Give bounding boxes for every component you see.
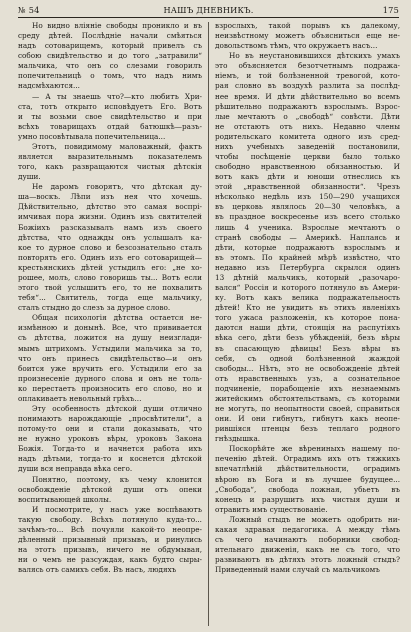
text-line: нее время. И дѣти дѣйствительно во всемъ: [215, 91, 400, 101]
text-line: не нужно уроковъ вѣры, уроковъ Закона: [18, 434, 202, 444]
text-line: свободы... Нѣтъ, это не освобожденіе дѣтей: [215, 363, 400, 373]
text-line: Поскорѣйте же вѣрениныхъ нашему по-: [229, 444, 400, 454]
issue-number: № 54: [18, 5, 40, 15]
text-line: среду дѣтей. Послѣдніе начали смѣяться: [18, 31, 202, 41]
text-line: ку. Вотъ какъ велика подражательность: [215, 293, 400, 303]
text-line: надъ сотоварищемъ, который привелъ съ: [18, 41, 202, 51]
text-line: дѣтей! Кто не увидитъ въ этихъ явленіяхъ: [215, 303, 400, 313]
text-line: родительскаго комитета одного изъ сред-: [215, 131, 400, 141]
text-line: надсмѣхаются...: [18, 81, 80, 91]
text-line: Не даромъ говорятъ, что дѣтская ду-: [32, 182, 202, 192]
text-line: лишь 4 ученика. Взрослые мечтаютъ о: [215, 222, 400, 232]
text-line: того, какъ развращаются чистыя дѣтскія: [18, 162, 202, 172]
text-line: въ спасающую дѣвицы! Безъ вѣры въ: [215, 343, 400, 353]
text-line: даются наши дѣти, стоящія на распутіяхъ: [215, 323, 400, 333]
text-line: ко перестаетъ произносить его слово, но и: [18, 383, 202, 393]
text-line: рившіяся птенцы безъ теплаго родного: [215, 424, 400, 434]
text-line: чтобы посѣщеніе церкви было только: [215, 152, 400, 162]
text-line: нихъ учебныхъ заведеній постановили,: [215, 141, 400, 151]
text-line: довольствомъ тѣмъ, что окружаетъ насъ...: [215, 41, 378, 51]
text-line: лые мечтаютъ о „свободѣ“ совѣсти. Дѣти: [215, 111, 400, 121]
text-line: въ церковь являлось 20—30 человѣкъ, а: [215, 202, 400, 212]
text-line: надъ дѣтьми, тогда-то и коснется дѣтской: [18, 454, 202, 464]
text-line: отравитъ имъ существованіе.: [215, 504, 328, 514]
text-line: воспитывающей школы.: [18, 494, 112, 504]
column-divider: [208, 22, 209, 626]
text-line: кое то дурное слово и безсознательно сталъ: [18, 242, 202, 252]
text-line: конецъ и разрушитъ ихъ чистыя души и: [215, 494, 400, 504]
text-line: впечатлѣній дѣйствительности, оградимъ: [215, 464, 400, 474]
text-line: сталъ стыдно до слезъ за дурное слово.: [18, 303, 171, 313]
left-text-column: [18, 21, 202, 627]
text-line: ни о чемъ не разсуждая, какъ будто сыры-: [18, 555, 202, 565]
text-line: Божія. Тогда-то и начнется работа ихъ: [18, 444, 202, 454]
text-line: въ праздное воскресенье изъ всего столько: [215, 212, 400, 222]
text-line: крестьянскихъ дѣтей устыдилъ его: „не хо-: [18, 262, 202, 272]
text-line: съ дѣтства, ложится на душу неизглади-: [18, 333, 202, 343]
text-line: оплакиваетъ невольный грѣхъ...: [18, 393, 142, 403]
text-line: души.: [18, 172, 41, 182]
text-line: ста, тотъ открыто исповѣдуетъ Его. Вотъ: [18, 101, 202, 111]
text-line: вѣрою въ Бога и въ лучшее будущее...: [215, 474, 400, 484]
text-line: нѣсколько недѣль изъ 150—290 учащихся: [215, 192, 400, 202]
text-line: Ложный стыдъ не можетъ одобрить ни-: [229, 514, 400, 524]
text-line: въ этомъ. По крайней мѣрѣ извѣстно, что: [215, 252, 400, 262]
text-line: это объясняется безотчетнымъ подража-: [215, 61, 400, 71]
text-line: понимаютъ нарождающіе „просвѣтители“, а: [18, 414, 202, 424]
text-line: съ чего начинаютъ поборники свобод-: [215, 534, 400, 544]
text-line: что онъ принесъ свидѣтельство—и онъ: [18, 353, 202, 363]
page-number: 175: [382, 5, 399, 15]
text-line: рѣшительно подражаютъ взрослымъ. Взрос-: [215, 101, 400, 111]
text-line: того ужаса разложенія, къ которое пона-: [215, 313, 400, 323]
text-line: подчиненіе, порабощеніе ихъ незнаемымъ: [215, 383, 400, 393]
text-line: ительнаго движенія, какъ не съ того, что: [215, 545, 400, 555]
text-line: Дѣйствительно, дѣтство это самая воспрі-: [18, 202, 202, 212]
text-line: собою свидѣтельство и до того „затравили“: [18, 51, 202, 61]
text-line: на этотъ призывъ, ничего не обдумывая,: [18, 545, 202, 555]
text-line: отъ нравственныхъ узъ, а сознательное: [215, 373, 400, 383]
text-line: развиваютъ въ дѣтяхъ этотъ ложный стыдъ?: [215, 555, 400, 565]
text-line: недавно изъ Петербурга скрылся одинъ: [215, 262, 400, 272]
text-line: Но въ неустановившихся дѣтскихъ умахъ: [229, 51, 400, 61]
text-line: свободно нравственною обязанностью. И: [215, 162, 400, 172]
text-line: ніемъ, и той болѣзненной тревогой, кото-: [215, 71, 400, 81]
text-line: этой „нравственной обязанности“. Чрезъ: [215, 182, 400, 192]
text-line: И посмотрите, у насъ уже воспѣваютъ: [32, 504, 202, 514]
text-line: имчивая пора жизни. Одинъ изъ святителей: [18, 212, 202, 222]
text-line: всѣхъ товарищахъ отдай батюшкѣ—разъ-: [18, 121, 202, 131]
text-line: неизвѣстному можетъ объясниться еще не-: [215, 31, 400, 41]
text-line: какая здравая педагогика. А между тѣмъ: [215, 524, 400, 534]
text-line: является выразительнымъ показателемъ: [18, 152, 202, 162]
text-line: потому-то они и стали доказывать, что: [18, 424, 202, 434]
right-text-column: [215, 21, 400, 627]
text-line: зачѣмъ-то... Всѣ почуяли какой-то неопре-: [18, 524, 202, 534]
text-line: Божіихъ разсказывалъ намъ изъ своего: [18, 222, 202, 232]
text-line: гнѣздышка.: [215, 434, 261, 444]
text-line: „Свобода“, свобода ложная, убьетъ въ: [215, 484, 400, 494]
text-line: мальчика, что онъ со слезами говорилъ: [18, 61, 202, 71]
text-line: печенію дѣтей. Оградимъ ихъ отъ тяжкихъ: [215, 454, 400, 464]
text-line: Понятно, поэтому, къ чему клонится: [32, 474, 202, 484]
text-line: такую свободу. Всѣхъ потянуло куда-то...: [18, 514, 202, 524]
text-line: дѣленный призывный призывъ, и ринулись: [18, 534, 202, 544]
text-line: произнесеніе дурного слова и онъ не толь-: [18, 373, 202, 383]
text-line: Эту особенность дѣтской души отлично: [32, 403, 202, 413]
text-line: Этотъ, повидимому маловажный, фактъ: [32, 141, 202, 151]
text-line: вѣка сего, дѣти безъ убѣжденій, безъ вѣры: [215, 333, 400, 343]
text-line: этого твой услышитъ его, то не похвалитъ: [18, 283, 202, 293]
text-line: они. И они гибнутъ, гибнутъ какъ неопе-: [215, 414, 400, 424]
text-line: — А ты знаешь что?—кто любитъ Хри-: [32, 91, 202, 101]
text-line: повторять его. Одинъ изъ его сотоварищей—: [18, 252, 202, 262]
text-line: Но видно вліяніе свободы проникло и въ: [32, 21, 202, 30]
journal-title: НАШЪ ДНЕВНИКЪ.: [163, 5, 254, 15]
text-line: дѣтства, что однажды онъ услышалъ ка-: [18, 232, 202, 242]
text-line: и ты возьми свое свидѣтельство и при: [18, 111, 202, 121]
text-line: умно посовѣтывала попечительница...: [18, 131, 166, 141]
text-line: вался“ Россія и которого потянуло въ Амери-: [215, 283, 400, 293]
text-line: не могутъ, по неопытности своей, справиться: [215, 403, 400, 413]
text-line: вотъ какъ дѣти и юноши отнеслись къ: [215, 172, 400, 182]
text-line: дѣти, которые подражаютъ взрослымъ и: [215, 242, 400, 252]
text-line: мымъ штрихомъ. Устыдили мальчика за то,: [18, 343, 202, 353]
text-line: измѣнною и донынѣ. Все, что прививается: [18, 323, 202, 333]
text-line: житейскимъ обстоятельствамъ, съ которыми: [215, 393, 400, 403]
text-line: странѣ свободы — Америкѣ. Наплаясь и: [215, 232, 400, 242]
text-line: боится уже вручить его. Устыдили его за: [18, 363, 202, 373]
running-header: [18, 4, 399, 16]
text-line: освобожденіе дѣтской души отъ опеки: [18, 484, 202, 494]
text-line: валясь отъ самихъ себя. Въ насъ, людяхъ: [18, 565, 177, 575]
text-line: попечительницѣ о томъ, что надъ нимъ: [18, 71, 202, 81]
text-line: 13 дѣтній мальчикъ, который „разочаро-: [215, 272, 400, 282]
text-line: Приведенный нами случай съ мальчикомъ: [215, 565, 380, 575]
text-line: рая словно въ воздухѣ разлита за послѣд-: [215, 81, 400, 91]
text-line: не отстаютъ отъ нихъ. Недавно члены: [215, 121, 400, 131]
text-line: рошее, молъ, слово говоришь ты... Вотъ если: [18, 272, 202, 282]
header-rule: [18, 17, 399, 18]
text-line: себя, съ одной болѣзненной жаждой: [215, 353, 400, 363]
text-line: Общая психологія дѣтства остается не-: [32, 313, 202, 323]
text-line: тебя“... Святитель, тогда еще мальчику,: [18, 293, 202, 303]
text-line: ша—воскъ. Лѣпи изъ нея что хочешь.: [18, 192, 202, 202]
text-line: взрослыхъ, такой порывъ къ далекому,: [215, 21, 400, 30]
text-line: души вся неправда вѣка сего.: [18, 464, 133, 474]
